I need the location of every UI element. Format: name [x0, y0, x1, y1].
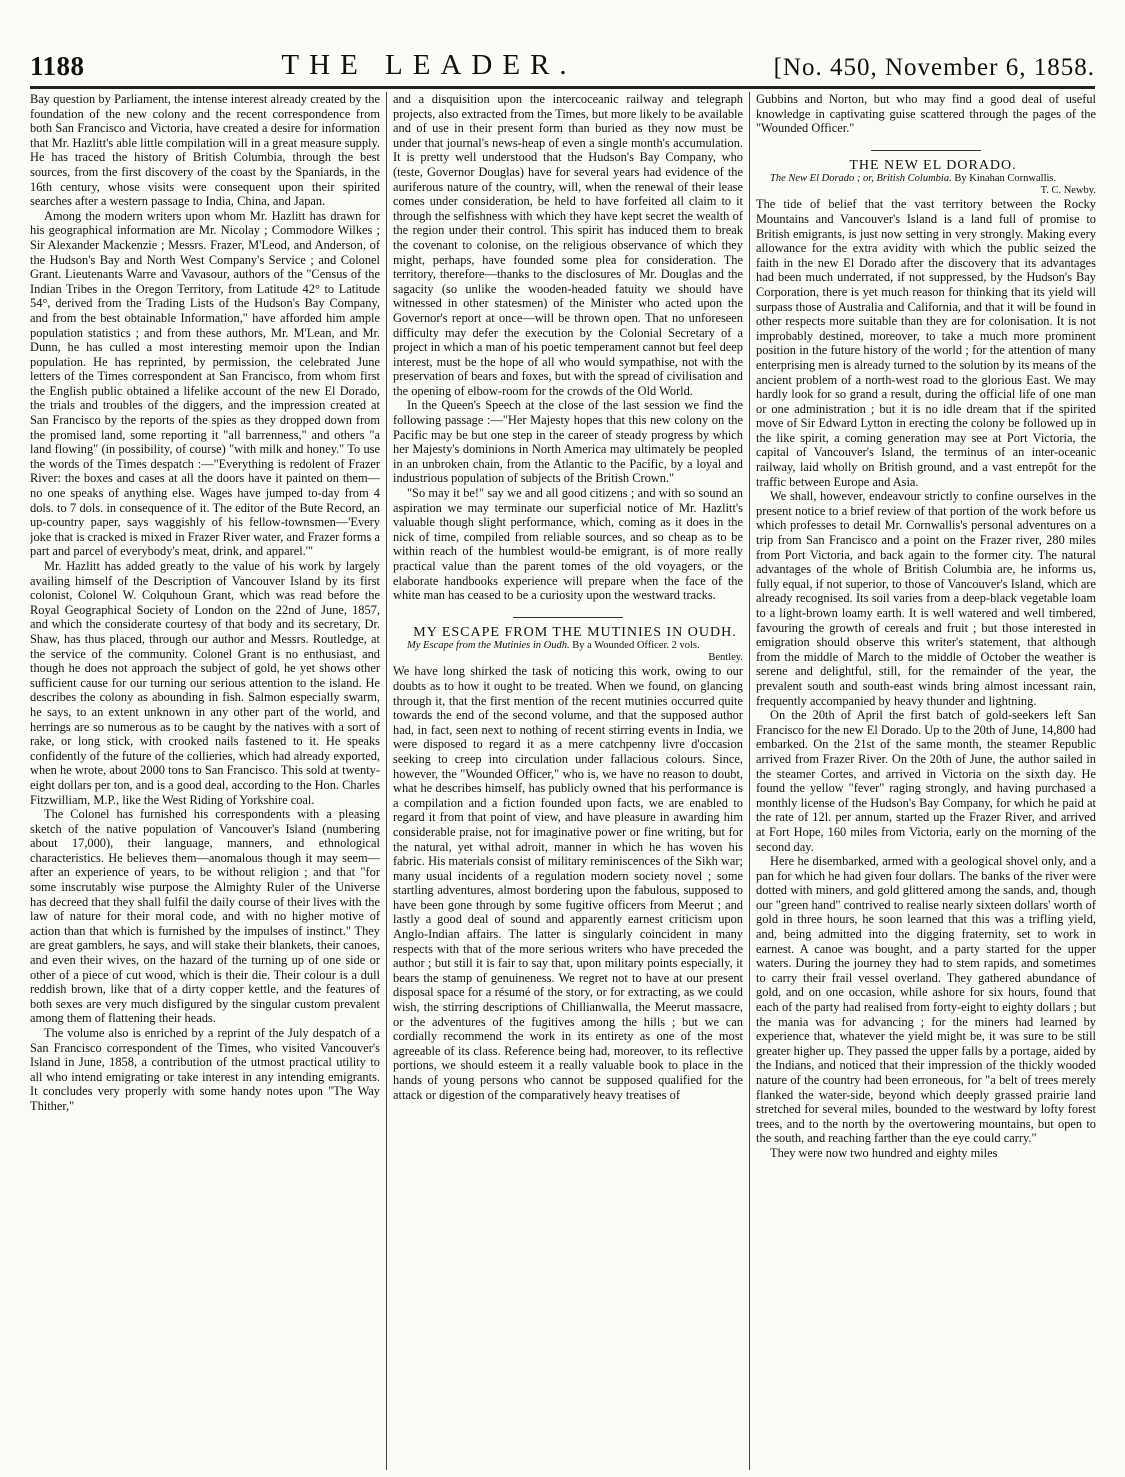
paragraph: The volume also is enriched by a reprint of the July despatch of a San Francisco correspondent of the Times, who visited Vancouver's Island in June, 1858, a contribution of the utmost practical utility to all who intend emigrating or take interest in any intending emigrants. It concludes very properly with some handy notes upon "The Way Thither," — [30, 1026, 380, 1113]
citation-publisher: Bentley. — [708, 652, 743, 664]
citation-author: By a Wounded Officer. 2 vols. — [572, 640, 700, 652]
citation-publisher: T. C. Newby. — [1040, 185, 1096, 197]
section-rule — [871, 150, 981, 151]
paragraph: The tide of belief that the vast territory between the Rocky Mountains and Vancouver's Island is a land full of promise to British emigrants, is just now setting in very strongly. Making every allowance for the extra avidity with which the public seized the faith in the new El Dorado after the discovery that its advantages had been much underrated, if not suppressed, by the Hudson's Bay Corporation, there is yet much reason for thinking that its yield will surpass those of Australia and California, and that it will be found in other respects more suitable than they are for colonisation. It is not improbably destined, moreover, to take a much more prominent position in the future history of the world ; for the attention of many enterprising men is already turned to the solution by its means of the ancient problem of a north-west road to the glorious East. We may hardly look for so grand a result, during the official life of one man or one administration ; but it is no idle dream that if the spirited move of Sir Edward Lytton in erecting the colony be followed up in the like spirit, a coming generation may see at Port Victoria, the capital of Vancouver's Island, the terminus of an inter-oceanic railway, laid wholly on British ground, and a vast entrepôt for the traffic between Europe and Asia. — [756, 197, 1096, 489]
newspaper-title: THE LEADER. — [281, 49, 577, 81]
article-title: THE NEW EL DORADO. — [849, 157, 1017, 173]
column-2 — [393, 92, 743, 1470]
paragraph: Gubbins and Norton, but who may find a good deal of useful knowledge in captivating guise scattered through the pages of the "Wounded Officer." — [756, 92, 1096, 136]
masthead — [30, 48, 1095, 88]
masthead-rule — [30, 88, 1095, 89]
column-divider-1 — [386, 92, 387, 1470]
paragraph: The Colonel has furnished his correspondents with a pleasing sketch of the native population of Vancouver's Island (numbering about 17,000), their language, manners, and ethnological characteristics. He believes them—anomalous though it may seem—after an experience of years, to be without religion ; and that "for some inscrutably wise purpose the Almighty Ruler of the Universe has decreed that they shall fulfil the daily course of their lives with the law of nature for their moral code, and with no higher motive of action than that which is furnished by the impulses of instinct." They are great gamblers, he says, and will stake their blankets, their canoes, and even their wives, on the hazard of the turning up of one side or other of a piece of cut wood, which is their die. Their colour is a dull reddish brown, like that of a dirty copper kettle, and the features of both sexes are very much disfigured by the singular custom prevalent among them of flattening their heads. — [30, 807, 380, 1026]
paragraph: In the Queen's Speech at the close of the last session we find the following passage :—"Her Majesty hopes that this new colony on the Pacific may be but one step in the career of steady progress by which her Majesty's dominions in North America may ultimately be peopled in an unbroken chain, from the Atlantic to the Pacific, by a loyal and industrious population of subjects of the British Crown." — [393, 398, 743, 486]
paragraph: Bay question by Parliament, the intense interest already created by the foundation of the new colony and the recent correspondence from both San Francisco and Victoria, have created a desire for information that Mr. Hazlitt's able little compilation will in a great measure supply. He has traced the history of British Columbia, through the best sources, from the first discovery of the coast by the Spaniards, in the 16th century, whose visits were consequent upon their spirited searches after a western passage to India, China, and Japan. — [30, 92, 380, 209]
citation-title: My Escape from the Mutinies in Oudh. — [407, 640, 570, 652]
paragraph: On the 20th of April the first batch of gold-seekers left San Francisco for the new El Dorado. Up to the 20th of June, 14,800 had embarked. On the 21st of the same month, the steamer Republic arrived from Frazer River. On the 20th of June, the author sailed in the steamer Cortes, and arrived in Victoria on the sixth day. He found the yellow "fever" raging strongly, and having purchased a monthly license of the Hudson's Bay Company, for which he paid at the rate of 12l. per annum, started up the Frazer River, and arrived at Fort Hope, 160 miles from Victoria, early on the morning of the second day. — [756, 708, 1096, 854]
paragraph: and a disquisition upon the intercoceanic railway and telegraph projects, also extracted from the Times, but more likely to be available and of use in their present form than buried as they now must be under that journal's news-heap of even a single month's accumulation. It is pretty well understood that the Hudson's Bay Company, who (teste, Governor Douglas) have for several years had evidence of the auriferous nature of the country, will, when the renewal of their lease comes under consideration, be held to have forfeited all claim to it through the selfishness with which they have kept secret the wealth of the region under their control. This spirit has induced them to break the covenant to colonise, on the religious observance of which they might, perhaps, have founded some plea for consideration. The territory, therefore—thanks to the disclosures of Mr. Douglas and the sagacity (so unlike the wooden-headed fatuity we should have witnessed in other statesmen) of the Minister who acted upon the Governor's report at once—will be thrown open. That no unforeseen difficulty may defer the execution by the Colonial Secretary of a project in which a man of his poetic temperament cannot but feel deep interest, must be the hope of all who would sympathise, not with the preservation of bears and foxes, but with the spread of civilisation and the opening of elbow-room for the crowds of the Old World. — [393, 92, 743, 398]
paragraph: "So may it be!" say we and all good citizens ; and with so sound an aspiration we may terminate our superficial notice of Mr. Hazlitt's valuable though slight performance, which, coming as it does in the nick of time, compiled from reliable sources, and so cheap as to be within reach of the humblest would-be emigrant, is of more really practical value than the parent tomes of the old voyagers, or the elaborate handbooks experience will prepare when the face of the white man has ceased to be a curiosity upon the westward tracks. — [393, 486, 743, 603]
page-number: 1188 — [30, 51, 85, 81]
paragraph: Mr. Hazlitt has added greatly to the value of his work by largely availing himself of the Description of Vancouver Island by its first colonist, Colonel W. Colquhoun Grant, which was read before the Royal Geographical Society of London on the 22nd of June, 1857, and which the considerate courtesy of that body and its secretary, Dr. Shaw, has thus placed, through our author and Messrs. Routledge, at the service of the community. Colonel Grant is no enthusiast, and though he does not approach the subject of gold, he yet shows other sufficient cause for our turning our serious attention to the island. He describes the colony as abounding in fish. Salmon especially swarm, he says, to an extent unknown in any other part of the world, and herrings are so numerous as to be caught by the natives with a sort of rake, or long stick, with crooked nails fastened to it. He speaks confidently of the future of the collieries, which had already exported, when he wrote, about 2000 tons to San Francisco. This sold at twenty-eight dollars per ton, and is a good deal, according to the Hon. Charles Fitzwilliam, M.P., like the West Riding of Yorkshire coal. — [30, 559, 380, 807]
column-1 — [30, 92, 380, 1470]
issue-line: [No. 450, November 6, 1858. — [773, 54, 1095, 81]
paragraph: Here he disembarked, armed with a geological shovel only, and a pan for which he had given four dollars. The banks of the river were dotted with miners, and gold glittered among the sands, and, though our "green hand" contrived to realise nearly sixteen dollars' worth of gold in three hours, he soon learned that this was a trifling yield, and, being admitted into the digging fraternity, set to work in earnest. A canoe was bought, and a party started for the upper waters. During the journey they had to stem rapids, and sometimes to carry their frail vessel overland. They gathered abundance of gold, and on one occasion, while ashore for six hours, found that each of the party had realised from forty-eight to eighty dollars ; but the mania was for advancing ; for the miners had learned by experience that, whatever the yield might be, it was sure to be still greater higher up. They passed the upper falls by a portage, aided by the Indians, and noticed that their impression of the thickly wooded nature of the country had been erroneous, for "a belt of trees merely flanked the water-side, beyond which deeply grassed prairie land stretched for several miles, bounded to the westward by lofty forest trees, and to the north by the overtowering mountains, but open to the south, and reaching farther than the eye could carry." — [756, 854, 1096, 1146]
citation-author: By Kinahan Cornwallis. — [954, 173, 1057, 185]
paragraph: Among the modern writers upon whom Mr. Hazlitt has drawn for his geographical information are Mr. Nicolay ; Commodore Wilkes ; Sir Alexander Mackenzie ; Messrs. Frazer, M'Leod, and Anderson, of the Hudson's Bay and North West Company's Service ; and Colonel Grant. Lieutenants Warre and Vavasour, authors of the "Census of the Indian Tribes in the Oregon Territory, from Latitude 42° to Latitude 54°, derived from the Trading Lists of the Hudson's Bay Company, and from the best obtainable Information," have afforded him ample population statistics ; and from these authors, Mr. M'Lean, and Mr. Dunn, he has culled a most interesting memoir upon the Indian population. He has reprinted, by permission, the celebrated June letters of the Times correspondent at San Francisco, from whom first the English public obtained a lifelike account of the new El Dorado, the trials and troubles of the diggers, and the impression created at San Francisco by the reports of the spies as they dropped down from the promised land, some reporting it "all barrenness," and others "a land flowing" (in possibility, of course) "with milk and honey." To use the words of the Times despatch :—"Everything is redolent of Frazer River: the boxes and cases at all the doors have it painted on them—no one speaks of anything else. Wages have jumped to-day from 4 dols. to 7 dols. in consequence of it. The editor of the Bute Record, an up-country paper, says waggishly of his fellow-townsmen—'Every joke that is cracked is mixed in Frazer River water, and Frazer forms a part and parcel of everybody's meat, drink, and apparel.'" — [30, 208, 380, 559]
paragraph: They were now two hundred and eighty miles — [770, 1145, 998, 1160]
paragraph: We shall, however, endeavour strictly to confine ourselves in the present notice to a brief review of that portion of the work before us which professes to detail Mr. Cornwallis's personal adventures on a trip from San Francisco and a point on the Frazer river, 280 miles from Port Victoria, and back again to the former city. The natural advantages of the whole of British Columbia are, he informs us, fully equal, if not superior, to those of Vancouver's Island, which are already recognised. Its soil varies from a deep-black vegetable loam to a light-brown loamy earth. It is well watered and well timbered, favouring the growth of cereals and fruit ; but those interested in emigration should observe this writer's statement, that although from the middle of March to the middle of October the weather is serene and delightful, still, for the remainder of the year, the prevalent south and south-east winds bring almost incessant rain, frequently accompanied by heavy thunder and lightning. — [756, 489, 1096, 708]
column-3 — [756, 92, 1096, 1470]
paragraph: We have long shirked the task of noticing this work, owing to our doubts as to how it ought to be treated. When we found, on glancing through it, that the first mention of the recent mutinies occurred quite towards the end of the second volume, and that the supposed author had, in fact, seen next to nothing of recent stirring events in India, we were disposed to regard it as a mere catchpenny livre d'occasion seeking to creep into circulation under fallacious colours. Since, however, the "Wounded Officer," who is, we have no reason to doubt, what he describes himself, has publicly owned that his performance is a compilation and a fiction founded upon facts, we are enabled to regard it from that point of view, and have pleasure in awarding him considerable praise, not for imaginative power or fine writing, but for the natural, yet withal adroit, manner in which he has woven his fabric. His materials consist of military reminiscences of the Sikh war; many usual incidents of a regulation modern society novel ; some startling adventures, almost bordering upon the fabulous, supposed to have been gone through by some fugitive officers from Meerut ; and lastly a good deal of sound and apparently earnest criticism upon Anglo-Indian affairs. The latter is singularly coincident in many respects with that of the more serious writers who have preceded the author ; but still it is fair to say that, upon military points especially, it bears the stamp of genuineness. We regret not to have at our present disposal space for a résumé of the story, or for extracting, as we could wish, the stirring descriptions of Chillianwalla, the Meerut massacre, or the adventures of the fugitives among the hills ; but we can cordially recommend the work in its entirety as one of the most agreeable of its class. Reference being had, moreover, to its reflective portions, we should esteem it a really valuable book to place in the hands of young persons who cannot be supposed qualified for the attack or digestion of the comparatively heavy treatises of — [393, 664, 743, 1102]
article-title: MY ESCAPE FROM THE MUTINIES IN OUDH. — [413, 624, 737, 640]
citation-title: The New El Dorado ; or, British Columbia. — [770, 173, 952, 185]
book-citation — [393, 640, 743, 664]
section-rule — [513, 617, 623, 618]
book-citation — [756, 173, 1096, 197]
column-divider-2 — [749, 92, 750, 1470]
